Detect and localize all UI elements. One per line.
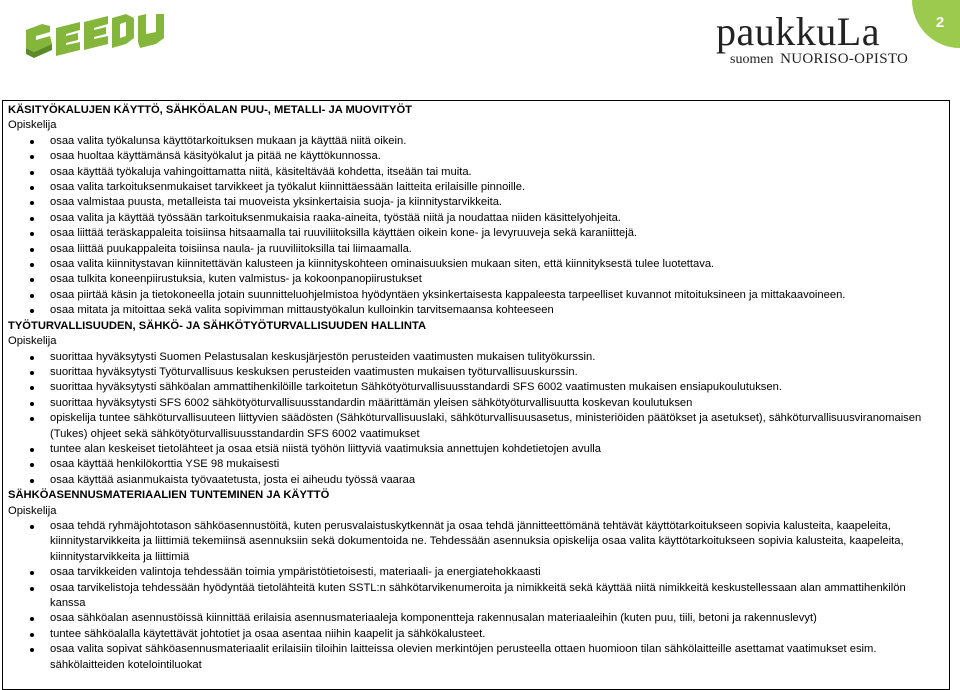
list-item: osaa tehdä ryhmäjohtotason sähköasennustöitä, kuten perusvalaistuskytkennät ja osaa tehdä jännitteettömänä tehtävät käyttötarkoitukseen sopivia kalusteita, kaapeleita, kiinnitystarvikkeita ja liittimiä tekemiinsä asennuksiin sekä dokumentoida ne. Tehdessään asennuksia opiskelija osaa valita käyttötarkoitukseen sopivia kalusteita, kaapeleita, kiinnitystarvikkeita ja liittimiä	[8, 519, 943, 565]
section-heading: KÄSITYÖKALUJEN KÄYTTÖ, SÄHKÖALAN PUU-, METALLI- JA MUOVITYÖT	[8, 104, 412, 116]
list-item: osaa sähköalan asennustöissä kiinnittää erilaisia asennusmateriaaleja komponentteja rakennusalan materiaaleihin (kuten puu, tiili, betoni ja rakennuslevyt)	[8, 611, 943, 626]
section-label: Opiskelija	[8, 504, 57, 517]
page-number: 2	[935, 13, 945, 31]
section-heading: TYÖTURVALLISUUDEN, SÄHKÖ- JA SÄHKÖTYÖTURVALLISUUDEN HALLINTA	[8, 319, 427, 332]
bullet-list	[8, 350, 943, 489]
list-item: osaa liittää puukappaleita toisiinsa naula- ja ruuviliitoksilla tai liimaamalla.	[8, 242, 943, 257]
list-item: osaa käyttää asianmukaista työvaatetusta, josta ei aiheudu työssä vaaraa	[8, 473, 943, 488]
bullet-list	[8, 519, 943, 673]
list-item: osaa käyttää henkilökorttia YSE 98 mukaisesti	[8, 457, 943, 472]
paukkula-subtitle	[730, 52, 908, 67]
esedu-logo	[22, 14, 170, 64]
list-item: osaa valita sopivat sähköasennusmateriaalit erilaisiin tiloihin laitteissa olevien merkintöjen perusteella ottaen huomioon tilan sähkölaitteille asettamat vaatimukset esim. sähkölaitteiden kotelointiluokat	[8, 642, 943, 673]
paukkula-sub-nuoriso: NUORISO-OPISTO	[780, 51, 909, 67]
list-item: osaa tulkita koneenpiirustuksia, kuten valmistus- ja kokoonpanopiirustukset	[8, 272, 943, 287]
list-item: osaa liittää teräskappaleita toisiinsa hitsaamalla tai ruuviliitoksilla käyttäen oikein kone- ja levyruuveja sekä karaniittejä.	[8, 226, 943, 241]
list-item: osaa käyttää työkaluja vahingoittamatta niitä, käsiteltävää kohdetta, itseään tai muita.	[8, 165, 943, 180]
content-table	[2, 100, 950, 690]
paukkula-logo	[716, 9, 909, 68]
list-item: osaa mitata ja mitoittaa sekä valita sopivimman mittaustyökalun kulloinkin tarvitsemaansa kohteeseen	[8, 303, 943, 318]
list-item: suorittaa hyväksytysti SFS 6002 sähkötyöturvallisuusstandardin määrittämän yleisen sähkötyöturvallisuutta koskevan koulutuksen	[8, 396, 943, 411]
list-item: osaa valita kiinnitystavan kiinnitettävän kalusteen ja kiinnityskohteen ominaisuuksien mukaan siten, että kiinnityksestä tulee luotettava.	[8, 257, 943, 272]
list-item: tuntee alan keskeiset tietolähteet ja osaa etsiä niistä työhön liittyviä vaatimuksia annettujen kohdetietojen avulla	[8, 442, 943, 457]
paukkula-title: paukkuLa	[716, 9, 880, 54]
list-item: suorittaa hyväksytysti Työturvallisuus keskuksen perusteiden vaatimusten mukaisen työturvallisuuskurssin.	[8, 365, 943, 380]
list-item: osaa huoltaa käyttämänsä käsityökalut ja pitää ne käyttökunnossa.	[8, 149, 943, 164]
list-item: osaa tarvikelistoja tehdessään hyödyntää tietolähteitä kuten SSTL:n sähkötarvikenumeroita ja nimikkeitä sekä käyttää niitä nimikkeitä keskustellessaan alan ammattihenkilön kanssa	[8, 581, 943, 612]
section-heading: SÄHKÖASENNUSMATERIAALIEN TUNTEMINEN JA KÄYTTÖ	[8, 489, 330, 502]
bullet-list	[8, 134, 943, 319]
page-number-badge	[912, 0, 960, 48]
list-item: tuntee sähköalalla käytettävät johtotiet ja osaa asentaa niihin kaapelit ja sähkökalusteet.	[8, 627, 943, 642]
content-body	[8, 103, 943, 673]
list-item: osaa piirtää käsin ja tietokoneella jotain suunnitteluohjelmistoa hyödyntäen yksinkertaisesta kappaleesta tarpeelliset kuvannot mitoituksineen ja mittakaavoineen.	[8, 288, 943, 303]
list-item: osaa valita työkalunsa käyttötarkoituksen mukaan ja käyttää niitä oikein.	[8, 134, 943, 149]
list-item: osaa valita tarkoituksenmukaiset tarvikkeet ja työkalut kiinnittäessään laitteita erilaisille pinnoille.	[8, 180, 943, 195]
list-item: osaa valita ja käyttää työssään tarkoituksenmukaisia raaka-aineita, työstää niitä ja noudattaa niiden käsittelyohjeita.	[8, 211, 943, 226]
paukkula-sub-suomen: suomen	[730, 52, 774, 67]
section-label: Opiskelija	[8, 335, 57, 348]
list-item: osaa tarvikkeiden valintoja tehdessään toimia ympäristötietoisesti, materiaali- ja energiatehokkaasti	[8, 565, 943, 580]
list-item: suorittaa hyväksytysti Suomen Pelastusalan keskusjärjestön perusteiden vaatimusten mukaisen tulityökurssin.	[8, 350, 943, 365]
list-item: suorittaa hyväksytysti sähköalan ammattihenkilöille tarkoitetun Sähkötyöturvallisuusstandardi SFS 6002 vaatimusten mukaisen ensiapukoulutuksen.	[8, 380, 943, 395]
list-item: osaa valmistaa puusta, metalleista tai muoveista yksinkertaisia suoja- ja kiinnitystarvikkeita.	[8, 195, 943, 210]
section-label: Opiskelija	[8, 119, 57, 132]
list-item: opiskelija tuntee sähköturvallisuuteen liittyvien säädösten (Sähköturvallisuuslaki, sähköturvallisuusasetus, ministeriöiden päätökset ja asetukset), sähköturvallisuusviranomaisen (Tukes) ohjeet sekä sähkötyöturvallisuusstandardin SFS 6002 vaatimukset	[8, 411, 943, 442]
